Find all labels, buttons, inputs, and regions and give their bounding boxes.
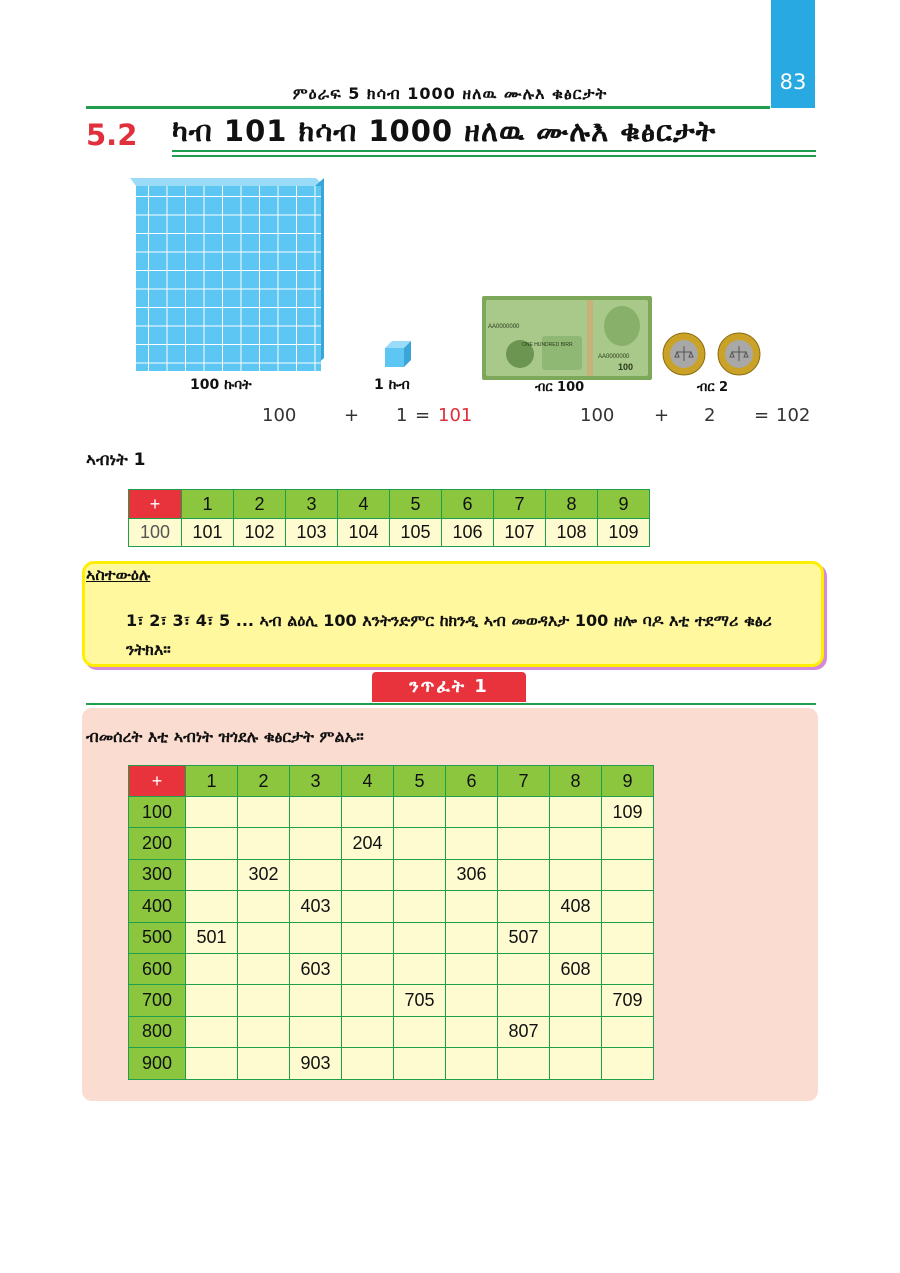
eq1-op: + (344, 405, 360, 426)
answer-cell[interactable] (238, 953, 290, 984)
answer-cell[interactable] (446, 797, 498, 828)
banknote-serial-left: AA0000000 (488, 324, 520, 330)
flat-front-face (136, 186, 321, 371)
table-cell: 104 (338, 519, 390, 547)
table-cell: + (129, 766, 186, 797)
answer-cell[interactable]: 302 (238, 859, 290, 890)
answer-cell[interactable] (394, 1048, 446, 1079)
answer-cell[interactable] (238, 985, 290, 1016)
table-cell: 7 (498, 766, 550, 797)
table-row (129, 985, 654, 1016)
section-number: 5.2 (86, 118, 138, 152)
section-title: ካብ 101 ክሳብ 1000 ዘለዉ ሙሉእ ቁፅርታት (172, 114, 717, 148)
banknote-100-birr (482, 296, 652, 380)
example-label: ኣብነት 1 (86, 450, 146, 470)
cube-caption: 1 ኩብ (374, 377, 410, 393)
table-row (129, 859, 654, 890)
row-header-cell: 600 (129, 953, 186, 984)
answer-cell[interactable] (342, 1048, 394, 1079)
answer-cell[interactable] (342, 891, 394, 922)
answer-cell[interactable] (602, 1016, 654, 1047)
table-cell: 8 (550, 766, 602, 797)
table-cell: 9 (598, 490, 650, 519)
answer-cell[interactable] (186, 1016, 238, 1047)
row-header-cell: 500 (129, 922, 186, 953)
activity-label: ንጥፈት 1 (372, 672, 526, 702)
note-text: 1፣ 2፣ 3፣ 4፣ 5 ... ኣብ ልዕሊ 100 እንትንድምር ከክንዲ ኣብ መወዳእታ 100 ዘሎ ባዶ እቲ ተደማሪ ቁፅሪ ንትክእ። (126, 611, 772, 659)
hundred-flat-block (130, 178, 330, 373)
table-cell: 5 (390, 490, 442, 519)
answer-cell[interactable] (550, 1016, 602, 1047)
eq2-a: 100 (580, 405, 615, 426)
table-cell: 9 (602, 766, 654, 797)
answer-cell[interactable] (394, 828, 446, 859)
answer-cell[interactable] (186, 797, 238, 828)
answer-cell[interactable] (602, 1048, 654, 1079)
table-cell: 3 (290, 766, 342, 797)
table-cell: 6 (442, 490, 494, 519)
answer-cell[interactable] (602, 859, 654, 890)
eq2-result: 102 (776, 405, 811, 426)
eq2-op: + (654, 405, 670, 426)
table-cell: 107 (494, 519, 546, 547)
answer-cell[interactable]: 807 (498, 1016, 550, 1047)
table-cell: 8 (546, 490, 598, 519)
table-cell: 4 (338, 490, 390, 519)
row-header-cell: 200 (129, 828, 186, 859)
answer-cell[interactable] (186, 828, 238, 859)
answer-cell[interactable] (238, 1016, 290, 1047)
two-birr-coins (662, 330, 762, 378)
answer-cell[interactable] (290, 828, 342, 859)
eq1-result: 101 (438, 405, 473, 426)
table-cell: 2 (238, 766, 290, 797)
title-rule-2 (172, 155, 816, 157)
answer-cell[interactable] (550, 985, 602, 1016)
answer-cell[interactable] (602, 922, 654, 953)
answer-cell[interactable] (602, 891, 654, 922)
eq1-a: 100 (262, 405, 297, 426)
activity-table (128, 765, 654, 1080)
answer-cell[interactable] (602, 828, 654, 859)
table-cell: 1 (186, 766, 238, 797)
answer-cell[interactable] (550, 797, 602, 828)
table-cell: 4 (342, 766, 394, 797)
example-header-row (129, 490, 650, 519)
table-row (129, 891, 654, 922)
answer-cell[interactable]: 709 (602, 985, 654, 1016)
answer-cell[interactable]: 204 (342, 828, 394, 859)
flat-top-face (130, 178, 324, 186)
answer-cell[interactable] (498, 985, 550, 1016)
note-title: ኣስተውዕሉ (86, 565, 151, 584)
answer-cell[interactable] (238, 1048, 290, 1079)
banknote-value: 100 (618, 362, 634, 372)
table-row (129, 828, 654, 859)
answer-cell[interactable] (186, 953, 238, 984)
answer-cell[interactable] (290, 985, 342, 1016)
answer-cell[interactable] (550, 922, 602, 953)
answer-cell[interactable] (550, 828, 602, 859)
answer-cell[interactable] (290, 1016, 342, 1047)
table-cell: 5 (394, 766, 446, 797)
row-header-cell: 700 (129, 985, 186, 1016)
answer-cell[interactable] (290, 859, 342, 890)
answer-cell[interactable] (498, 859, 550, 890)
answer-cell[interactable] (498, 1048, 550, 1079)
row-header-cell: 300 (129, 859, 186, 890)
answer-cell[interactable] (550, 1048, 602, 1079)
answer-cell[interactable]: 903 (290, 1048, 342, 1079)
answer-cell[interactable] (602, 953, 654, 984)
answer-cell[interactable] (394, 891, 446, 922)
table-cell: 2 (234, 490, 286, 519)
answer-cell[interactable] (186, 985, 238, 1016)
banknote-text: ONE HUNDRED BIRR (522, 342, 573, 348)
answer-cell[interactable] (186, 891, 238, 922)
answer-cell[interactable] (238, 797, 290, 828)
answer-cell[interactable] (342, 985, 394, 1016)
answer-cell[interactable] (498, 953, 550, 984)
table-cell: 3 (286, 490, 338, 519)
eq1-b: 1 (396, 405, 408, 426)
table-row (129, 953, 654, 984)
row-header-cell: 800 (129, 1016, 186, 1047)
answer-cell[interactable] (394, 859, 446, 890)
answer-cell[interactable] (238, 922, 290, 953)
answer-cell[interactable]: 403 (290, 891, 342, 922)
row-header-cell: 400 (129, 891, 186, 922)
table-row (129, 1048, 654, 1079)
coin-caption: ብር 2 (697, 380, 729, 395)
chapter-header: ምዕራፍ 5 ክሳብ 1000 ዘለዉ ሙሉእ ቁፅርታት (292, 84, 608, 103)
flat-caption: 100 ኩባት (190, 377, 252, 393)
table-cell: 7 (494, 490, 546, 519)
header-rule (86, 106, 770, 109)
activity-instruction: ብመሰረት እቲ ኣብነት ዝጎደሉ ቁፅርታት ምልኡ። (86, 727, 364, 746)
answer-cell[interactable] (394, 797, 446, 828)
answer-cell[interactable] (446, 985, 498, 1016)
answer-cell[interactable] (342, 922, 394, 953)
answer-cell[interactable] (238, 891, 290, 922)
answer-cell[interactable]: 501 (186, 922, 238, 953)
eq2-equals: = (754, 405, 770, 426)
answer-cell[interactable] (342, 859, 394, 890)
note-caption: ብር 100 (535, 380, 585, 395)
table-cell: + (129, 490, 182, 519)
row-header-cell: 100 (129, 797, 186, 828)
answer-cell[interactable] (394, 1016, 446, 1047)
answer-cell[interactable] (186, 1048, 238, 1079)
table-row (129, 922, 654, 953)
answer-cell[interactable] (446, 891, 498, 922)
table-cell: 105 (390, 519, 442, 547)
answer-cell[interactable]: 705 (394, 985, 446, 1016)
unit-cube (383, 340, 413, 370)
answer-cell[interactable] (342, 1016, 394, 1047)
answer-cell[interactable] (446, 922, 498, 953)
answer-cell[interactable] (394, 953, 446, 984)
answer-cell[interactable] (550, 859, 602, 890)
answer-cell[interactable]: 306 (446, 859, 498, 890)
table-cell: 106 (442, 519, 494, 547)
activity-rule (86, 703, 816, 705)
example-value-row (129, 519, 650, 547)
activity-header-row (129, 766, 654, 797)
row-header-cell: 900 (129, 1048, 186, 1079)
answer-cell[interactable] (342, 797, 394, 828)
answer-cell[interactable] (446, 953, 498, 984)
eq1-equals: = (415, 405, 431, 426)
table-cell: 109 (598, 519, 650, 547)
answer-cell[interactable] (446, 1016, 498, 1047)
example-table (128, 489, 650, 547)
table-cell: 101 (182, 519, 234, 547)
answer-cell[interactable]: 603 (290, 953, 342, 984)
answer-cell[interactable] (238, 828, 290, 859)
answer-cell[interactable]: 608 (550, 953, 602, 984)
table-row (129, 1016, 654, 1047)
table-row (129, 797, 654, 828)
table-cell: 103 (286, 519, 338, 547)
answer-cell[interactable] (394, 922, 446, 953)
table-cell: 100 (129, 519, 182, 547)
answer-cell[interactable] (498, 891, 550, 922)
table-cell: 108 (546, 519, 598, 547)
banknote-serial-right: AA0000000 (598, 354, 630, 360)
answer-cell[interactable] (290, 797, 342, 828)
answer-cell[interactable] (186, 859, 238, 890)
answer-cell[interactable]: 408 (550, 891, 602, 922)
table-cell: 102 (234, 519, 286, 547)
answer-cell[interactable] (342, 953, 394, 984)
eq2-b: 2 (704, 405, 716, 426)
answer-cell[interactable] (498, 828, 550, 859)
table-cell: 1 (182, 490, 234, 519)
answer-cell[interactable] (290, 922, 342, 953)
answer-cell[interactable] (446, 1048, 498, 1079)
answer-cell[interactable] (446, 828, 498, 859)
answer-cell[interactable] (498, 797, 550, 828)
table-cell: 6 (446, 766, 498, 797)
page-number: 83 (779, 70, 807, 94)
answer-cell[interactable]: 507 (498, 922, 550, 953)
title-rule-1 (172, 150, 816, 152)
answer-cell[interactable]: 109 (602, 797, 654, 828)
